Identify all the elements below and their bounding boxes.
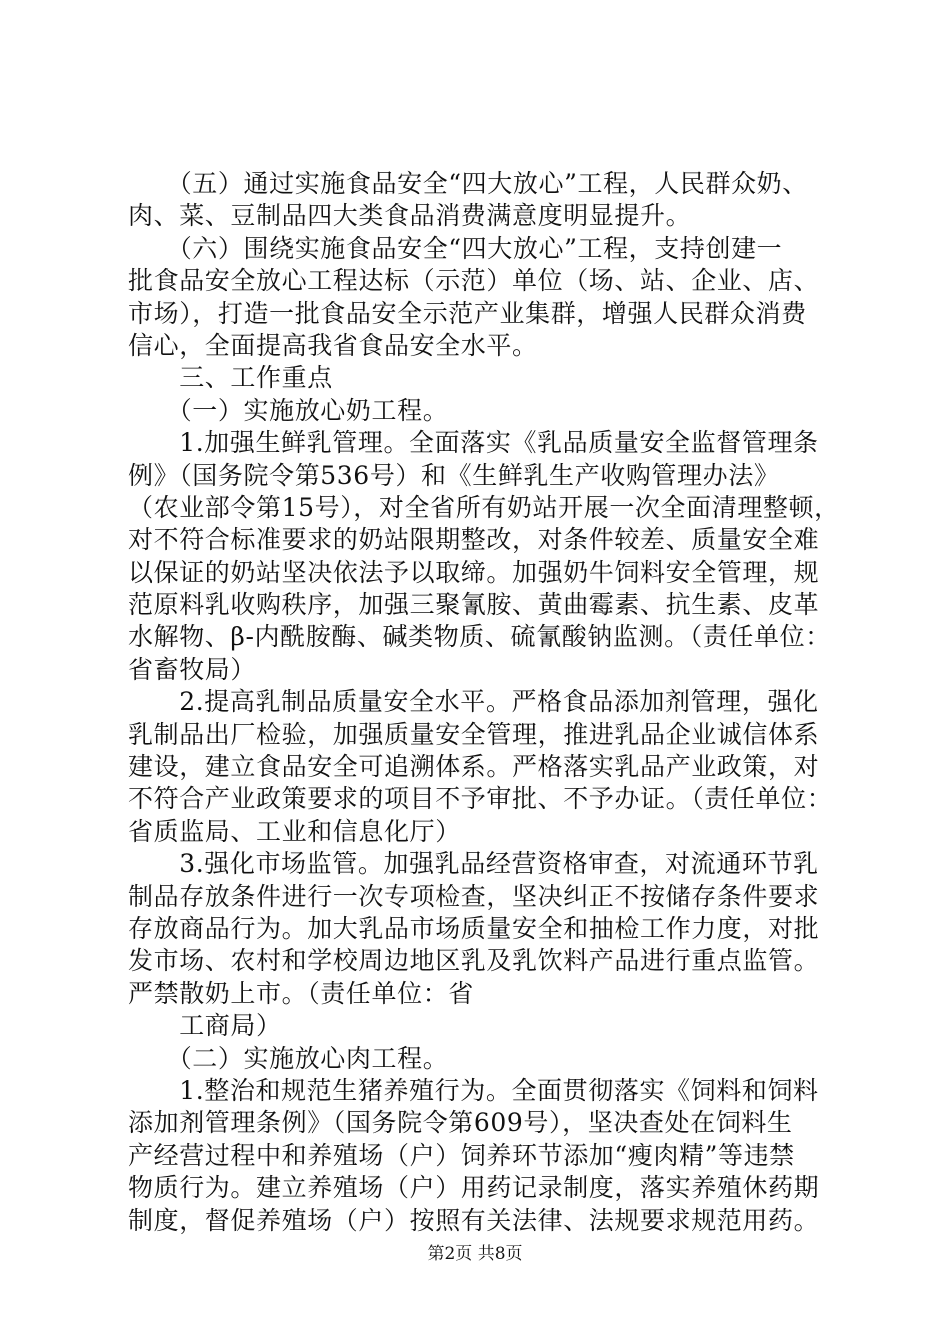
text-line: （五）通过实施食品安全“四大放心”工程，人民群众奶、 <box>128 169 808 198</box>
text-line: 肉、菜、豆制品四大类食品消费满意度明显提升。 <box>128 201 692 231</box>
text-line: 信心，全面提高我省食品安全水平。 <box>128 330 538 360</box>
text-line: 严禁散奶上市。（责任单位：省 <box>128 978 474 1008</box>
text-line: 以保证的奶站坚决依法予以取缔。加强奶牛饲料安全管理，规 <box>128 557 820 587</box>
text-line: （农业部令第15号），对全省所有奶站开展一次全面清理整顿， <box>128 492 840 522</box>
text-line: 市场），打造一批食品安全示范产业集群，增强人民群众消费 <box>128 298 807 328</box>
text-line: 添加剂管理条例》（国务院令第609号），坚决查处在饲料生 <box>128 1108 793 1138</box>
text-line: 三、工作重点 <box>128 363 333 393</box>
text-line: 对不符合标准要求的奶站限期整改，对条件较差、质量安全难 <box>128 525 820 555</box>
text-line: 省畜牧局） <box>128 654 257 684</box>
page-footer: 第2页 共8页 <box>427 1244 523 1264</box>
text-line: 3.强化市场监管。加强乳品经营资格审查，对流通环节乳 <box>128 849 819 879</box>
text-line: 不符合产业政策要求的项目不予审批、不予办证。（责任单位： <box>128 784 833 814</box>
text-line: 范原料乳收购秩序，加强三聚氰胺、黄曲霉素、抗生素、皮革 <box>128 590 820 620</box>
text-line: 省质监局、工业和信息化厅） <box>128 816 461 846</box>
text-line: 制品存放条件进行一次专项检查，坚决纠正不按储存条件要求 <box>128 881 820 911</box>
text-line: 水解物、β-内酰胺酶、碱类物质、硫氰酸钠监测。（责任单位： <box>128 622 831 652</box>
text-line: 产经营过程中和养殖场（户）饲养环节添加“瘦肉精”等违禁 <box>128 1140 795 1170</box>
text-line: 工商局） <box>128 1011 282 1041</box>
text-line: 存放商品行为。加大乳品市场质量安全和抽检工作力度，对批 <box>128 913 820 943</box>
text-line: 1.整治和规范生猪养殖行为。全面贯彻落实《饲料和饲料 <box>128 1075 819 1105</box>
text-line: 建设，建立食品安全可追溯体系。严格落实乳品产业政策，对 <box>128 752 820 782</box>
text-line: 乳制品出厂检验，加强质量安全管理，推进乳品企业诚信体系 <box>128 719 820 749</box>
text-line: 发市场、农村和学校周边地区乳及乳饮料产品进行重点监管。 <box>128 946 820 976</box>
text-line: 例》（国务院令第536号）和《生鲜乳生产收购管理办法》 <box>128 460 780 490</box>
text-line: （二）实施放心肉工程。 <box>128 1043 449 1073</box>
text-line: 制度，督促养殖场（户）按照有关法律、法规要求规范用药。 <box>128 1205 820 1235</box>
text-line: （六）围绕实施食品安全“四大放心”工程，支持创建一 <box>128 233 783 263</box>
text-line: 1.加强生鲜乳管理。全面落实《乳品质量安全监督管理条 <box>128 428 819 458</box>
text-line: 物质行为。建立养殖场（户）用药记录制度，落实养殖休药期 <box>128 1173 820 1203</box>
text-line: 2.提高乳制品质量安全水平。严格食品添加剂管理，强化 <box>128 687 819 717</box>
text-line: （一）实施放心奶工程。 <box>128 395 449 425</box>
text-line: 批食品安全放心工程达标（示范）单位（场、站、企业、店、 <box>128 266 820 296</box>
document-body <box>128 168 858 1237</box>
